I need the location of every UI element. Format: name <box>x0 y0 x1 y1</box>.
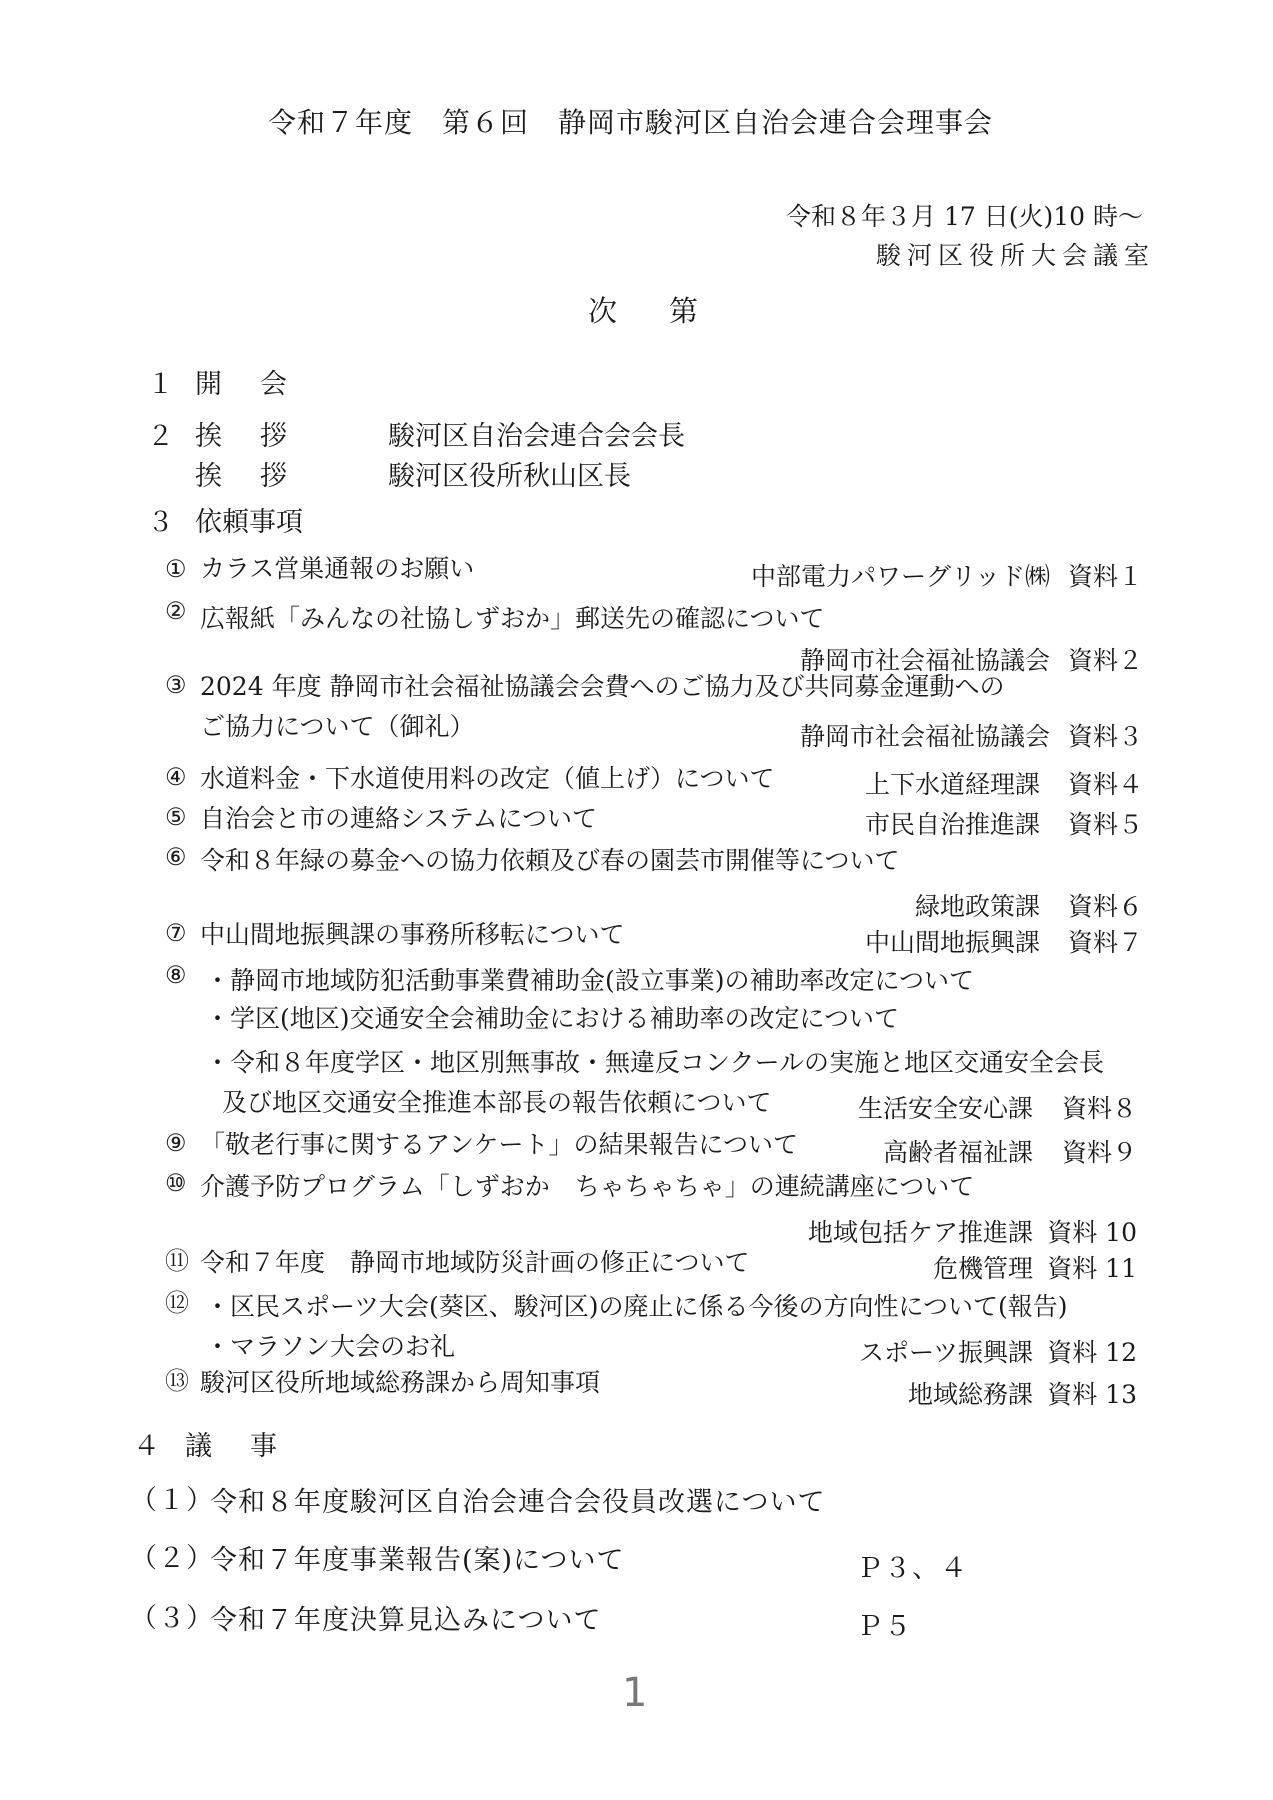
request-12-title-line-1: ・区民スポーツ大会(葵区、駿河区)の廃止に係る今後の方向性について(報告) <box>205 1292 1068 1321</box>
request-5-doc: 資料５ <box>1067 810 1143 839</box>
agenda-1-number: （１） <box>130 1485 214 1516</box>
request-8-title-line-1: ・静岡市地域防犯活動事業費補助金(設立事業)の補助率改定について <box>205 966 975 995</box>
section-2-number: ２ <box>147 421 174 452</box>
request-8-dept: 生活安全安心課 <box>857 1094 1033 1123</box>
request-2-number: ② <box>165 597 187 625</box>
request-5-title: 自治会と市の連絡システムについて <box>200 804 598 833</box>
request-9-title: 「敬老行事に関するアンケート」の結果報告について <box>200 1130 799 1159</box>
request-10-doc: 資料 10 <box>1047 1218 1137 1247</box>
request-12-doc: 資料 12 <box>1047 1338 1137 1367</box>
request-10-dept: 地域包括ケア推進課 <box>807 1218 1033 1247</box>
agenda-3-title: 令和７年度決算見込みについて <box>210 1605 602 1636</box>
section-1-number: １ <box>147 369 174 400</box>
section-4-number: ４ <box>133 1431 160 1462</box>
page-number: 1 <box>622 1670 648 1716</box>
section-4-label: 議事 <box>185 1431 315 1462</box>
request-9-doc: 資料９ <box>1061 1138 1137 1167</box>
document-title: 令和７年度 第６回 静岡市駿河区自治会連合会理事会 <box>268 106 994 139</box>
request-1-title: カラス営巣通報のお願い <box>200 554 475 583</box>
request-7-number: ⑦ <box>165 919 187 947</box>
request-5-dept: 市民自治推進課 <box>864 810 1040 839</box>
agenda-2-number: （２） <box>130 1543 214 1574</box>
request-7-doc: 資料７ <box>1067 928 1143 957</box>
agenda-2-pages: Ｐ３、４ <box>856 1553 968 1584</box>
request-12-number: ⑫ <box>165 1289 189 1317</box>
request-11-title: 令和７年度 静岡市地域防災計画の修正について <box>200 1248 750 1277</box>
request-3-dept: 静岡市社会福祉協議会 <box>799 722 1050 751</box>
request-8-title-line-3: ・令和８年度学区・地区別無事故・無違反コンクールの実施と地区交通安全会長 <box>205 1048 1105 1077</box>
request-13-number: ⑬ <box>165 1367 189 1395</box>
request-8-number: ⑧ <box>165 961 187 989</box>
request-7-dept: 中山間地振興課 <box>864 928 1040 957</box>
request-6-doc: 資料６ <box>1067 892 1143 921</box>
request-3-number: ③ <box>165 671 187 699</box>
agenda-heading: 次第 <box>588 294 751 328</box>
request-4-title: 水道料金・下水道使用料の改定（値上げ）について <box>200 764 775 793</box>
section-2b-speaker: 駿河区役所秋山区長 <box>388 461 631 492</box>
agenda-3-number: （３） <box>130 1603 214 1634</box>
section-2-speaker: 駿河区自治会連合会会長 <box>388 421 685 452</box>
request-12-dept: スポーツ振興課 <box>858 1338 1033 1367</box>
request-12-title-line-2: ・マラソン大会のお礼 <box>205 1332 456 1361</box>
request-3-doc: 資料３ <box>1067 722 1143 751</box>
request-9-dept: 高齢者福祉課 <box>882 1138 1033 1167</box>
request-2-title: 広報紙「みんなの社協しずおか」郵送先の確認について <box>200 604 825 633</box>
request-8-title-line-2: ・学区(地区)交通安全会補助金における補助率の改定について <box>205 1004 900 1033</box>
request-3-title-line-2: ご協力について（御礼） <box>200 712 475 741</box>
section-3-label: 依頼事項 <box>195 507 303 538</box>
agenda-3-pages: Ｐ５ <box>856 1611 912 1642</box>
section-1-label: 開会 <box>195 369 325 400</box>
request-9-number: ⑨ <box>165 1129 187 1157</box>
agenda-1-title: 令和８年度駿河区自治会連合会役員改選について <box>210 1487 826 1518</box>
meeting-datetime: 令和８年３月 17 日(火)10 時～ <box>786 202 1143 231</box>
request-6-title: 令和８年緑の募金への協力依頼及び春の園芸市開催等について <box>200 846 900 875</box>
section-2-label: 挨拶 <box>195 421 325 452</box>
request-4-doc: 資料４ <box>1067 770 1143 799</box>
request-7-title: 中山間地振興課の事務所移転について <box>200 920 625 949</box>
agenda-2-title: 令和７年度事業報告(案)について <box>210 1545 625 1576</box>
request-13-dept: 地域総務課 <box>907 1380 1033 1409</box>
request-6-number: ⑥ <box>165 843 187 871</box>
request-13-doc: 資料 13 <box>1047 1380 1137 1409</box>
request-4-number: ④ <box>165 763 187 791</box>
request-13-title: 駿河区役所地域総務課から周知事項 <box>200 1368 601 1397</box>
request-11-doc: 資料 11 <box>1047 1254 1137 1283</box>
request-2-dept: 静岡市社会福祉協議会 <box>799 646 1050 675</box>
request-8-doc: 資料８ <box>1061 1094 1137 1123</box>
request-10-number: ⑩ <box>165 1169 187 1197</box>
section-3-number: ３ <box>147 507 174 538</box>
meeting-venue: 駿河区役所大会議室 <box>875 241 1155 270</box>
request-1-dept: 中部電力パワーグリッド㈱ <box>750 562 1050 591</box>
request-11-number: ⑪ <box>165 1247 189 1275</box>
request-5-number: ⑤ <box>165 803 187 831</box>
section-2b-label: 挨拶 <box>195 461 325 492</box>
request-2-doc: 資料２ <box>1067 646 1143 675</box>
request-4-dept: 上下水道経理課 <box>864 770 1040 799</box>
request-1-number: ① <box>165 555 187 583</box>
request-8-title-line-4: 及び地区交通安全推進本部長の報告依頼について <box>222 1088 772 1117</box>
request-10-title: 介護予防プログラム「しずおか ちゃちゃちゃ」の連続講座について <box>200 1172 975 1201</box>
request-1-doc: 資料１ <box>1067 562 1143 591</box>
request-3-title-line-1: 2024 年度 静岡市社会福祉協議会会費へのご協力及び共同募金運動への <box>200 672 1005 701</box>
request-11-dept: 危機管理 <box>932 1254 1033 1283</box>
request-6-dept: 緑地政策課 <box>914 892 1040 921</box>
